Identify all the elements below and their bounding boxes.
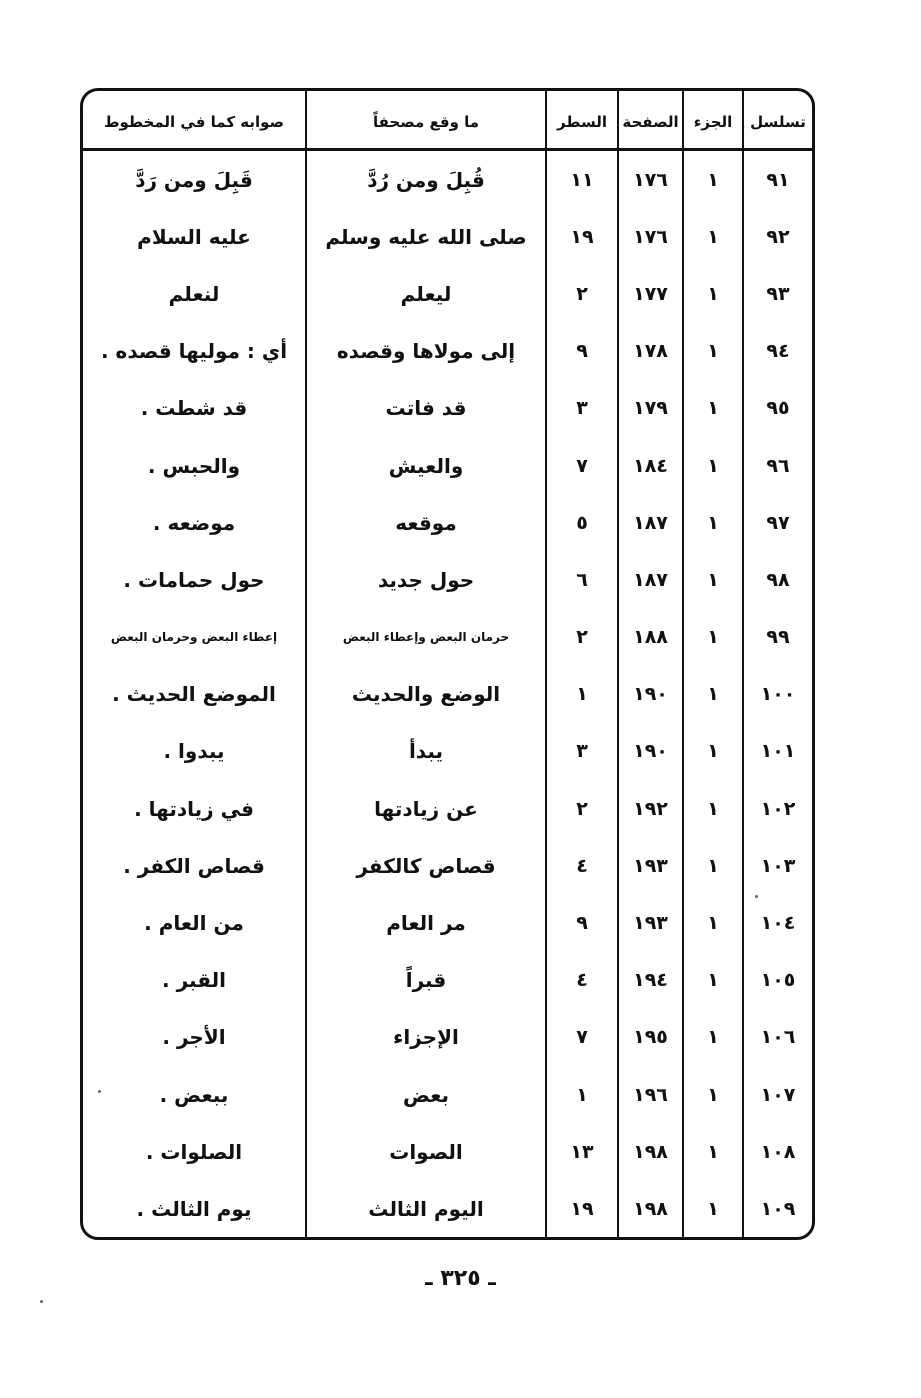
cell-serial: ٩٥ — [742, 380, 812, 437]
header-part: الجزء — [682, 91, 742, 151]
cell-page: ١٩٢ — [617, 780, 682, 837]
cell-line: ٤ — [545, 952, 617, 1009]
header-serial: تسلسل — [742, 91, 812, 151]
cell-misprint: حول جديد — [305, 551, 545, 608]
cell-page: ١٧٨ — [617, 323, 682, 380]
cell-part: ١ — [682, 494, 742, 551]
cell-part: ١ — [682, 894, 742, 951]
cell-part: ١ — [682, 837, 742, 894]
cell-line: ٢ — [545, 609, 617, 666]
cell-serial: ٩٨ — [742, 551, 812, 608]
cell-line: ٧ — [545, 437, 617, 494]
cell-line: ٧ — [545, 1009, 617, 1066]
cell-line: ٤ — [545, 837, 617, 894]
cell-page: ١٩٨ — [617, 1180, 682, 1237]
cell-misprint: اليوم الثالث — [305, 1180, 545, 1237]
cell-misprint: إلى مولاها وقصده — [305, 323, 545, 380]
cell-serial: ٩٣ — [742, 265, 812, 322]
cell-serial: ٩٧ — [742, 494, 812, 551]
cell-misprint: موقعه — [305, 494, 545, 551]
cell-part: ١ — [682, 723, 742, 780]
cell-misprint: والعيش — [305, 437, 545, 494]
cell-misprint: الصوات — [305, 1123, 545, 1180]
cell-correction: القبر . — [162, 968, 226, 993]
scan-speck — [755, 895, 758, 898]
cell-page: ١٩٠ — [617, 666, 682, 723]
cell-correction: موضعه . — [152, 510, 236, 535]
cell-line: ٩ — [545, 323, 617, 380]
cell-line: ١٩ — [545, 1180, 617, 1237]
cell-page: ١٨٤ — [617, 437, 682, 494]
cell-part: ١ — [682, 380, 742, 437]
cell-misprint: بعض — [305, 1066, 545, 1123]
cell-serial: ٩٦ — [742, 437, 812, 494]
cell-serial: ٩٢ — [742, 208, 812, 265]
cell-misprint: عن زيادتها — [305, 780, 545, 837]
cell-misprint: الوضع والحديث — [305, 666, 545, 723]
cell-serial: ١٠٩ — [742, 1180, 812, 1237]
cell-correction: قَبِلَ ومن رَدَّ — [135, 167, 253, 192]
cell-correction: لنعلم — [168, 281, 220, 306]
cell-misprint: الإجزاء — [305, 1009, 545, 1066]
header-correction: صوابه كما في المخطوط — [83, 91, 305, 151]
cell-line: ١١ — [545, 151, 617, 208]
scan-speck — [98, 1090, 101, 1093]
cell-part: ١ — [682, 1123, 742, 1180]
scan-speck — [40, 1300, 43, 1303]
header-line: السطر — [545, 91, 617, 151]
cell-page: ١٨٧ — [617, 551, 682, 608]
header-misprint: ما وقع مصحفاً — [305, 91, 545, 151]
cell-page: ١٧٦ — [617, 208, 682, 265]
cell-correction: والحبس . — [147, 453, 241, 478]
cell-line: ٩ — [545, 894, 617, 951]
cell-correction: إعطاء البعض وحرمان البعض — [110, 630, 278, 645]
cell-correction: في زيادتها . — [134, 796, 254, 821]
cell-page: ١٩٣ — [617, 894, 682, 951]
cell-serial: ١٠٤ — [742, 894, 812, 951]
header-page: الصفحة — [617, 91, 682, 151]
cell-correction: الأجر . — [162, 1025, 226, 1050]
cell-page: ١٧٩ — [617, 380, 682, 437]
cell-misprint: حرمان البعض وإعطاء البعض — [305, 609, 545, 666]
cell-page: ١٩٠ — [617, 723, 682, 780]
cell-serial: ١٠٧ — [742, 1066, 812, 1123]
cell-part: ١ — [682, 551, 742, 608]
cell-part: ١ — [682, 265, 742, 322]
cell-serial: ١٠٥ — [742, 952, 812, 1009]
cell-line: ٢ — [545, 265, 617, 322]
cell-misprint: يبدأ — [305, 723, 545, 780]
cell-line: ٥ — [545, 494, 617, 551]
cell-line: ٢ — [545, 780, 617, 837]
cell-correction: عليه السلام — [137, 224, 251, 249]
cell-misprint: صلى الله عليه وسلم — [305, 208, 545, 265]
cell-serial: ١٠٢ — [742, 780, 812, 837]
cell-line: ١٩ — [545, 208, 617, 265]
cell-correction: الموضع الحديث . — [112, 682, 276, 707]
cell-serial: ٩٩ — [742, 609, 812, 666]
cell-page: ١٩٦ — [617, 1066, 682, 1123]
cell-part: ١ — [682, 437, 742, 494]
cell-page: ١٧٦ — [617, 151, 682, 208]
cell-part: ١ — [682, 952, 742, 1009]
cell-line: ٣ — [545, 380, 617, 437]
cell-page: ١٨٧ — [617, 494, 682, 551]
cell-part: ١ — [682, 666, 742, 723]
cell-page: ١٩٨ — [617, 1123, 682, 1180]
page-number: ـ ٣٢٥ ـ — [425, 1266, 496, 1291]
cell-page: ١٨٨ — [617, 609, 682, 666]
cell-correction: حول حمامات . — [123, 567, 265, 592]
cell-serial: ١٠٣ — [742, 837, 812, 894]
cell-page: ١٩٤ — [617, 952, 682, 1009]
cell-correction: الصلوات . — [145, 1139, 243, 1164]
cell-correction: قد شطت . — [140, 396, 248, 421]
cell-part: ١ — [682, 780, 742, 837]
cell-correction: ببعض . — [159, 1082, 229, 1107]
cell-misprint: قصاص كالكفر — [305, 837, 545, 894]
cell-page: ١٩٣ — [617, 837, 682, 894]
cell-misprint: قد فاتت — [305, 380, 545, 437]
cell-serial: ١٠٦ — [742, 1009, 812, 1066]
cell-serial: ١٠٨ — [742, 1123, 812, 1180]
cell-serial: ١٠١ — [742, 723, 812, 780]
cell-part: ١ — [682, 323, 742, 380]
cell-line: ٦ — [545, 551, 617, 608]
cell-correction: أي : موليها قصده . — [100, 339, 288, 364]
cell-serial: ٩١ — [742, 151, 812, 208]
cell-serial: ٩٤ — [742, 323, 812, 380]
cell-page: ١٩٥ — [617, 1009, 682, 1066]
cell-serial: ١٠٠ — [742, 666, 812, 723]
cell-part: ١ — [682, 1066, 742, 1123]
cell-misprint: قبراً — [305, 952, 545, 1009]
cell-line: ١ — [545, 1066, 617, 1123]
cell-misprint: ليعلم — [305, 265, 545, 322]
cell-correction: من العام . — [144, 911, 244, 936]
cell-part: ١ — [682, 208, 742, 265]
cell-part: ١ — [682, 1180, 742, 1237]
cell-part: ١ — [682, 609, 742, 666]
cell-correction: يبدوا . — [163, 739, 225, 764]
cell-line: ١ — [545, 666, 617, 723]
cell-line: ٣ — [545, 723, 617, 780]
cell-part: ١ — [682, 151, 742, 208]
errata-table-frame — [80, 88, 815, 1240]
cell-correction: قصاص الكفر . — [123, 853, 265, 878]
cell-misprint: مر العام — [305, 894, 545, 951]
cell-correction: يوم الثالث . — [136, 1196, 252, 1221]
cell-line: ١٣ — [545, 1123, 617, 1180]
errata-table — [83, 91, 812, 1237]
cell-page: ١٧٧ — [617, 265, 682, 322]
cell-part: ١ — [682, 1009, 742, 1066]
cell-misprint: قُبِلَ ومن رُدَّ — [305, 151, 545, 208]
